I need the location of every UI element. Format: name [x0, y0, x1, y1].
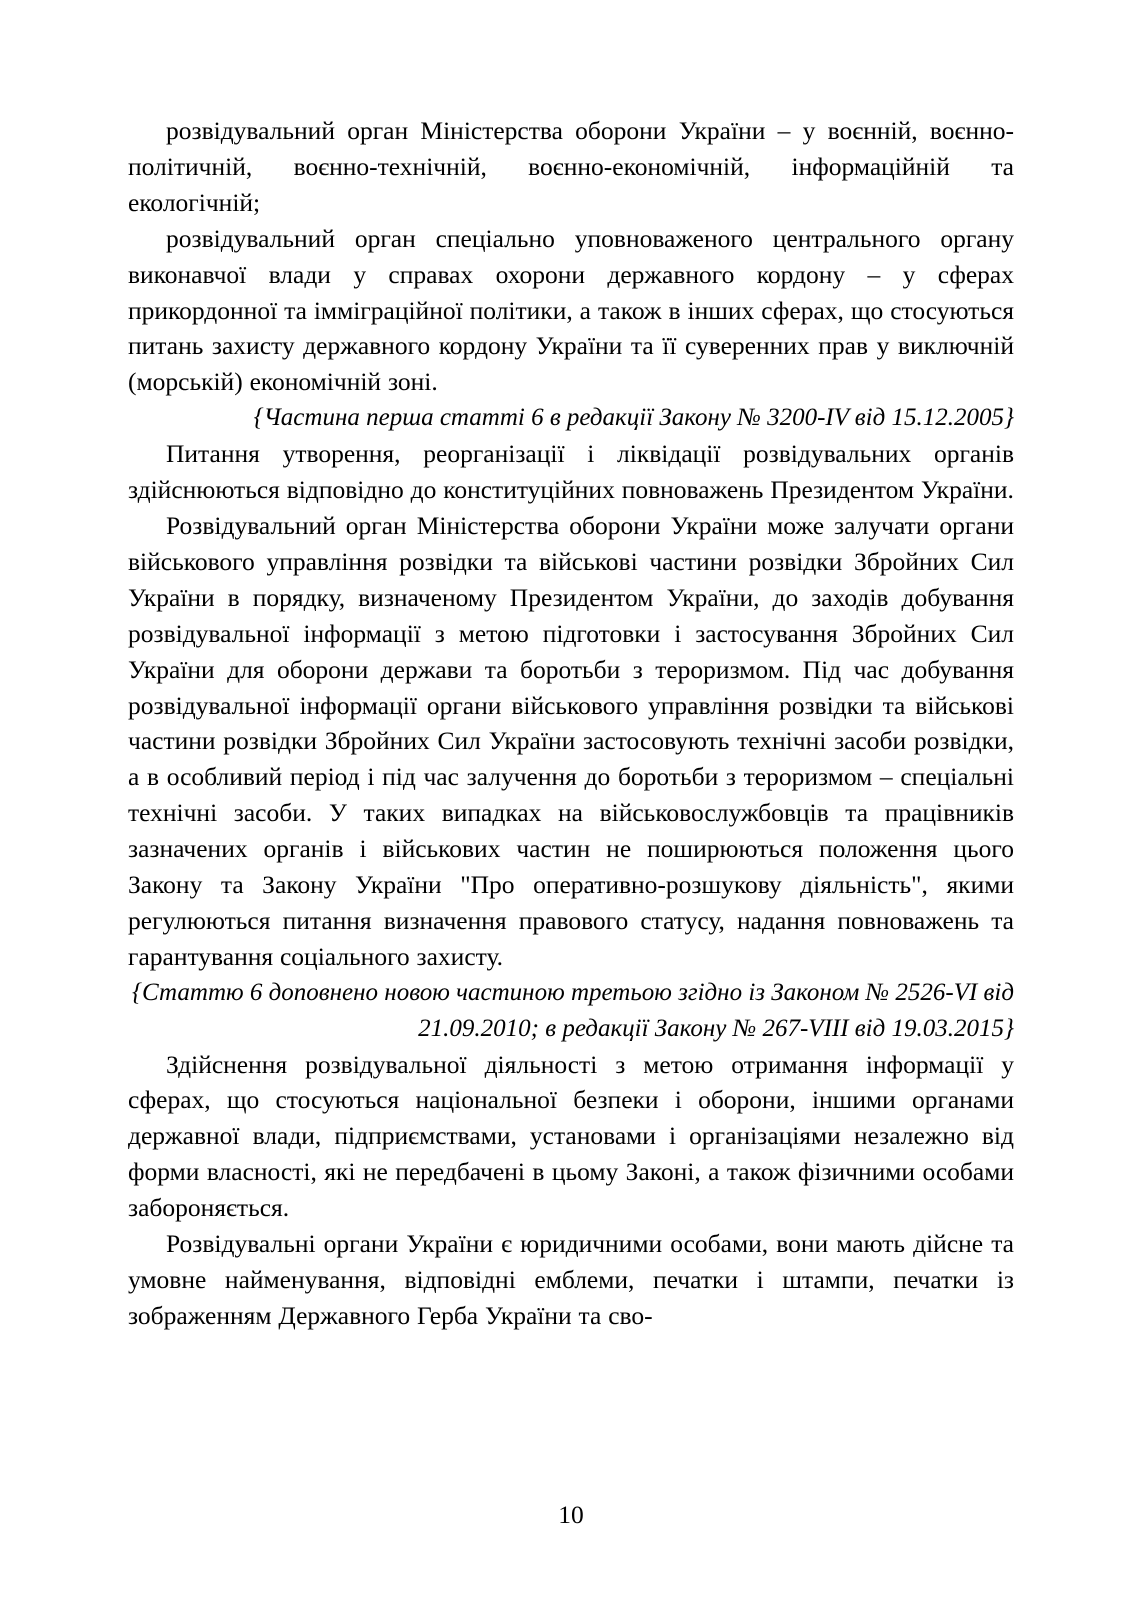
- paragraph-establishment-reorganization-body: Питання утворення, реорганізації і ліквідації розвідувальних органів здійснюються відповідно до конституційних повноважень Президентом України.: [128, 439, 1014, 505]
- paragraph-border-guard-body: розвідувальний орган спеціально уповноваженого центрального органу виконавчої влади у справах охорони державного кордону – у сферах прикордонної та імміграційної політики, а також в інших сферах, що стосуються питань захисту державного кордону України та її суверенних прав у виключній (морській) економічній зоні.: [128, 223, 1014, 397]
- paragraph-prohibition-body: Здійснення розвідувальної діяльності з метою отримання інформації у сферах, що стосуються національної безпеки і оборони, іншими органами державної влади, підприємствами, установами і організаціями незалежно від форми власності, які не передбачені в цьому Законі, а також фізичними особами забороняється.: [128, 1049, 1014, 1223]
- page-number: 10: [558, 1500, 584, 1529]
- paragraph-military-intelligence-body: розвідувальний орган Міністерства оборони України – у воєнній, воєнно-політичній, воєнно-технічній, воєнно-економічній, інформаційній та екологічній;: [128, 116, 1014, 217]
- paragraph-legal-entities-body: Розвідувальні органи України є юридичними особами, вони мають дійсне та умовне найменування, відповідні емблеми, печатки і штампи, печатки із зображенням Державного Герба України та сво-: [128, 1229, 1014, 1330]
- paragraph-defence-ministry-engagement-body: Розвідувальний орган Міністерства оборони України може залучати органи військового управління розвідки та військові частини розвідки Збройних Сил України в порядку, визначеному Президентом України, до заходів добування розвідувальної інформації з метою підготовки і застосування Збройних Сил України для оборони держави та боротьби з тероризмом. Під час добування розвідувальної інформації органи військового управління розвідки та військові частини розвідки Збройних Сил України застосовують технічні засоби розвідки, а в особливий період і під час залучення до боротьби з тероризмом – спеціальні технічні засоби. У таких випадках на військовослужбовців та працівників зазначених органів і військових частин не поширюються положення цього Закону та Закону України "Про оперативно-розшукову діяльність", якими регулюються питання визначення правового статусу, надання повноважень та гарантування соціального захисту.: [128, 510, 1014, 971]
- amendment-note-article6-part1: {Частина перша статті 6 в редакції Закону № 3200-IV від 15.12.2005}: [253, 404, 1014, 432]
- page-text-column: [128, 113, 1014, 1334]
- amendment-note-article6-part3: {Статтю 6 доповнено новою частиною третьою згідно із Законом № 2526-VI від 21.09.2010; в редакції Закону № 267-VIII від 19.03.2015}: [132, 978, 1014, 1042]
